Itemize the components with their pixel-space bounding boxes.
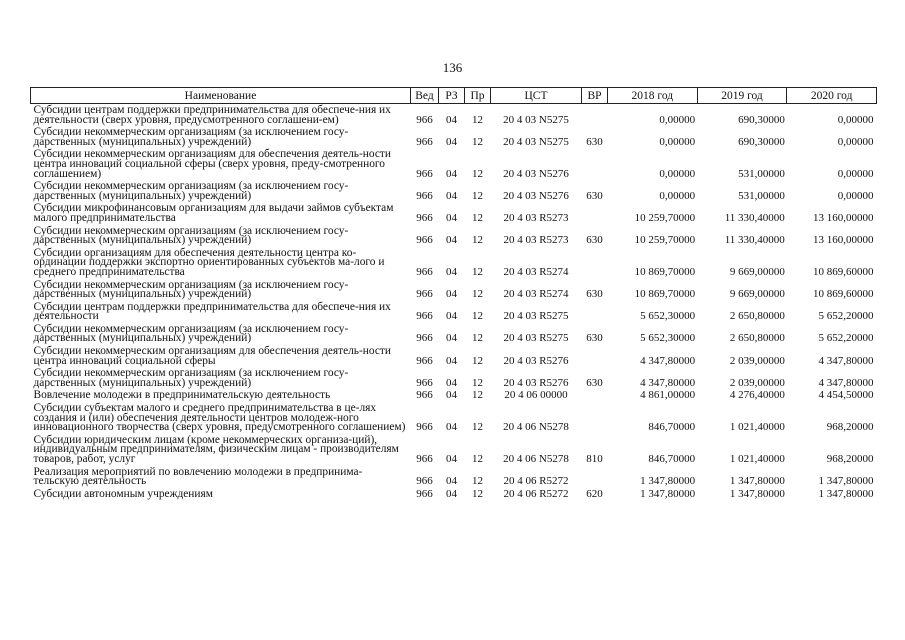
cell-name: Субсидии некоммерческим организациям для обеспечения деятель-ности центра инноваций социальной сферы (сверх уровня, преду-смотренного соглашением) bbox=[33, 148, 392, 180]
cell-pr: 12 bbox=[472, 189, 483, 202]
cell-2020: 0,00000 bbox=[837, 113, 874, 126]
cell-vr bbox=[582, 402, 608, 434]
cell-2019: 690,30000 bbox=[738, 135, 785, 148]
cell-rz: 04 bbox=[446, 167, 457, 180]
cell-vr: 630 bbox=[586, 288, 603, 301]
cell-rz: 04 bbox=[446, 376, 457, 389]
cell-rz: 04 bbox=[446, 354, 457, 367]
cell-ved: 966 bbox=[416, 376, 433, 389]
cell-2020: 5 652,20000 bbox=[818, 310, 874, 323]
cell-name: Вовлечение молодежи в предпринимательскую деятельность bbox=[33, 389, 331, 402]
cell-2019: 1 347,80000 bbox=[729, 487, 785, 500]
cell-2018: 4 347,80000 bbox=[640, 354, 696, 367]
cell-pr: 12 bbox=[472, 332, 483, 345]
cell-name: Субсидии некоммерческим организациям (за исключением госу-дарственных (муниципальных) учреждений) bbox=[33, 126, 349, 148]
cell-2020: 0,00000 bbox=[837, 167, 874, 180]
cell-cst: 20 4 06 N5278 bbox=[503, 421, 569, 434]
cell-name: Субсидии некоммерческим организациям (за исключением госу-дарственных (муниципальных) учреждений) bbox=[33, 278, 349, 301]
cell-name: Субсидии центрам поддержки предпринимательства для обеспече-ния их деятельности bbox=[33, 300, 391, 323]
cell-pr: 12 bbox=[472, 113, 483, 126]
table-row bbox=[31, 104, 877, 127]
cell-2019: 2 650,80000 bbox=[729, 332, 785, 345]
header-ved: Вед bbox=[411, 88, 439, 104]
cell-pr: 12 bbox=[472, 167, 483, 180]
cell-vr bbox=[582, 104, 608, 127]
cell-cst: 20 4 03 R5276 bbox=[503, 376, 569, 389]
cell-rz: 04 bbox=[446, 332, 457, 345]
cell-cst: 20 4 06 N5278 bbox=[503, 453, 569, 465]
cell-vr bbox=[582, 202, 608, 224]
cell-vr: 630 bbox=[586, 189, 603, 202]
cell-2019: 1 021,40000 bbox=[729, 453, 785, 465]
cell-cst: 20 4 06 00000 bbox=[504, 389, 568, 402]
cell-2018: 0,00000 bbox=[659, 135, 696, 148]
cell-pr: 12 bbox=[472, 354, 483, 367]
cell-ved: 966 bbox=[416, 288, 433, 301]
cell-rz: 04 bbox=[446, 113, 457, 126]
cell-ved: 966 bbox=[416, 113, 433, 126]
cell-2018: 10 259,70000 bbox=[634, 211, 696, 224]
cell-cst: 20 4 03 N5276 bbox=[503, 189, 569, 202]
cell-ved: 966 bbox=[416, 265, 433, 278]
cell-2019: 4 276,40000 bbox=[729, 389, 785, 402]
header-pr: Пр bbox=[465, 88, 491, 104]
cell-2018: 1 347,80000 bbox=[640, 475, 696, 488]
cell-name: Субсидии автономным учреждениям bbox=[33, 487, 213, 500]
cell-ved: 966 bbox=[416, 189, 433, 202]
header-2018: 2018 год bbox=[608, 88, 698, 104]
cell-2019: 11 330,40000 bbox=[724, 234, 785, 247]
table-row bbox=[31, 301, 877, 323]
cell-2018: 1 347,80000 bbox=[640, 487, 696, 500]
cell-vr: 810 bbox=[586, 453, 603, 465]
cell-2018: 4 347,80000 bbox=[640, 376, 696, 389]
table-row bbox=[31, 323, 877, 345]
cell-vr: 630 bbox=[586, 135, 603, 148]
header-2020: 2020 год bbox=[787, 88, 877, 104]
cell-rz: 04 bbox=[446, 135, 457, 148]
cell-ved: 966 bbox=[416, 167, 433, 180]
cell-cst: 20 4 06 R5272 bbox=[503, 475, 569, 488]
cell-pr: 12 bbox=[472, 376, 483, 389]
cell-2020: 4 454,50000 bbox=[818, 389, 874, 402]
cell-cst: 20 4 06 R5272 bbox=[503, 487, 569, 500]
table-row bbox=[31, 466, 877, 488]
cell-cst: 20 4 03 N5275 bbox=[503, 113, 569, 126]
cell-2020: 968,20000 bbox=[826, 421, 874, 434]
cell-vr: 630 bbox=[586, 376, 603, 389]
cell-2019: 531,00000 bbox=[738, 189, 785, 202]
table-row bbox=[31, 389, 877, 402]
table-row bbox=[31, 402, 877, 434]
cell-2019: 2 650,80000 bbox=[729, 310, 785, 323]
cell-2019: 11 330,40000 bbox=[724, 211, 785, 224]
budget-table bbox=[30, 87, 877, 500]
cell-name: Субсидии некоммерческим организациям (за исключением госу-дарственных (муниципальных) учреждений) bbox=[33, 367, 349, 389]
cell-vr bbox=[582, 247, 608, 279]
header-rz: РЗ bbox=[439, 88, 465, 104]
cell-2020: 4 347,80000 bbox=[818, 376, 874, 389]
table-body bbox=[31, 104, 877, 501]
cell-ved: 966 bbox=[416, 354, 433, 367]
cell-2019: 531,00000 bbox=[738, 167, 785, 180]
cell-name: Субсидии некоммерческим организациям (за исключением госу-дарственных (муниципальных) учреждений) bbox=[33, 224, 349, 247]
cell-cst: 20 4 03 R5276 bbox=[503, 354, 569, 367]
cell-rz: 04 bbox=[446, 487, 457, 500]
header-name: Наименование bbox=[31, 88, 411, 104]
cell-cst: 20 4 03 N5276 bbox=[503, 167, 569, 180]
cell-pr: 12 bbox=[472, 421, 483, 434]
cell-cst: 20 4 03 R5274 bbox=[503, 288, 569, 301]
cell-vr bbox=[582, 389, 608, 402]
table-row bbox=[31, 434, 877, 466]
header-vr: ВР bbox=[582, 88, 608, 104]
cell-name: Субсидии некоммерческим организациям для обеспечения деятель-ности центра инноваций социальной сферы bbox=[33, 345, 392, 367]
cell-name: Субсидии юридическим лицам (кроме некоммерческих организа-ций), индивидуальным предпринимателям, физическим лицам - производителям товаров, работ, услуг bbox=[33, 433, 399, 465]
cell-2018: 10 869,70000 bbox=[634, 288, 696, 301]
table-header-row bbox=[31, 88, 877, 104]
cell-pr: 12 bbox=[472, 389, 483, 402]
cell-2019: 2 039,00000 bbox=[729, 354, 785, 367]
cell-2020: 968,20000 bbox=[826, 453, 874, 465]
cell-cst: 20 4 03 R5275 bbox=[503, 332, 569, 345]
cell-ved: 966 bbox=[416, 475, 433, 488]
cell-name: Субсидии центрам поддержки предпринимательства для обеспече-ния их деятельности (сверх уровня, предусмотренного соглашени-ем) bbox=[33, 104, 391, 126]
cell-2018: 4 861,00000 bbox=[640, 389, 696, 402]
cell-2018: 846,70000 bbox=[648, 421, 696, 434]
cell-2020: 0,00000 bbox=[837, 135, 874, 148]
cell-cst: 20 4 03 N5275 bbox=[503, 135, 569, 148]
cell-2020: 13 160,00000 bbox=[812, 234, 874, 247]
cell-2020: 10 869,60000 bbox=[812, 288, 874, 301]
cell-vr: 620 bbox=[586, 487, 603, 500]
cell-cst: 20 4 03 R5273 bbox=[503, 234, 569, 247]
cell-ved: 966 bbox=[416, 421, 433, 434]
cell-ved: 966 bbox=[416, 389, 433, 402]
cell-cst: 20 4 03 R5275 bbox=[503, 310, 569, 323]
cell-pr: 12 bbox=[472, 453, 483, 465]
table-row bbox=[31, 247, 877, 279]
cell-vr bbox=[582, 301, 608, 323]
cell-2019: 1 347,80000 bbox=[729, 475, 785, 488]
header-2019: 2019 год bbox=[697, 88, 787, 104]
cell-2019: 9 669,00000 bbox=[729, 265, 785, 278]
cell-2020: 10 869,60000 bbox=[812, 265, 874, 278]
cell-name: Субсидии микрофинансовым организациям для выдачи займов субъектам малого предпринимательства bbox=[33, 202, 394, 224]
cell-pr: 12 bbox=[472, 234, 483, 247]
cell-pr: 12 bbox=[472, 265, 483, 278]
table-row bbox=[31, 279, 877, 301]
cell-2020: 1 347,80000 bbox=[818, 487, 874, 500]
cell-pr: 12 bbox=[472, 310, 483, 323]
cell-rz: 04 bbox=[446, 475, 457, 488]
cell-ved: 966 bbox=[416, 487, 433, 500]
cell-ved: 966 bbox=[416, 332, 433, 345]
cell-2018: 0,00000 bbox=[659, 167, 696, 180]
cell-2018: 10 259,70000 bbox=[634, 234, 696, 247]
cell-2018: 5 652,30000 bbox=[640, 332, 696, 345]
cell-pr: 12 bbox=[472, 135, 483, 148]
cell-2019: 690,30000 bbox=[738, 113, 785, 126]
cell-pr: 12 bbox=[472, 475, 483, 488]
cell-rz: 04 bbox=[446, 389, 457, 402]
table-row bbox=[31, 202, 877, 224]
cell-2020: 13 160,00000 bbox=[812, 211, 874, 224]
cell-pr: 12 bbox=[472, 288, 483, 301]
cell-2018: 5 652,30000 bbox=[640, 310, 696, 323]
cell-name: Субсидии некоммерческим организациям (за исключением госу-дарственных (муниципальных) учреждений) bbox=[33, 322, 349, 345]
cell-ved: 966 bbox=[416, 211, 433, 224]
cell-vr: 630 bbox=[586, 234, 603, 247]
table-row bbox=[31, 180, 877, 202]
cell-vr bbox=[582, 466, 608, 488]
table-row bbox=[31, 367, 877, 389]
cell-2020: 0,00000 bbox=[837, 189, 874, 202]
cell-cst: 20 4 03 R5273 bbox=[503, 211, 569, 224]
cell-name: Субсидии субъектам малого и среднего предпринимательства в це-лях создания и (или) обеспечения деятельности центров молодеж-ного инновационного творчества (сверх уровня, предусмотренного соглашением) bbox=[33, 402, 406, 434]
table-row bbox=[31, 148, 877, 180]
cell-vr bbox=[582, 345, 608, 367]
cell-2020: 1 347,80000 bbox=[818, 475, 874, 488]
cell-ved: 966 bbox=[416, 234, 433, 247]
cell-pr: 12 bbox=[472, 487, 483, 500]
cell-vr bbox=[582, 148, 608, 180]
cell-2018: 0,00000 bbox=[659, 189, 696, 202]
cell-2018: 0,00000 bbox=[659, 113, 696, 126]
cell-rz: 04 bbox=[446, 310, 457, 323]
cell-ved: 966 bbox=[416, 310, 433, 323]
cell-cst: 20 4 03 R5274 bbox=[503, 265, 569, 278]
cell-2019: 2 039,00000 bbox=[729, 376, 785, 389]
cell-2020: 4 347,80000 bbox=[818, 354, 874, 367]
cell-vr: 630 bbox=[586, 332, 603, 345]
cell-2020: 5 652,20000 bbox=[818, 332, 874, 345]
cell-2018: 846,70000 bbox=[648, 453, 696, 465]
cell-rz: 04 bbox=[446, 421, 457, 434]
header-cst: ЦСТ bbox=[491, 88, 582, 104]
cell-rz: 04 bbox=[446, 189, 457, 202]
cell-pr: 12 bbox=[472, 211, 483, 224]
cell-ved: 966 bbox=[416, 135, 433, 148]
cell-rz: 04 bbox=[446, 265, 457, 278]
cell-2019: 1 021,40000 bbox=[729, 421, 785, 434]
cell-rz: 04 bbox=[446, 288, 457, 301]
cell-name: Субсидии некоммерческим организациям (за исключением госу-дарственных (муниципальных) учреждений) bbox=[33, 180, 349, 202]
cell-name: Субсидии организациям для обеспечения деятельности центра ко-ординации поддержки экспортно ориентированных субъектов ма-лого и среднего предпринимательства bbox=[33, 246, 385, 278]
page-number: 136 bbox=[442, 60, 463, 75]
table-row bbox=[31, 126, 877, 148]
cell-rz: 04 bbox=[446, 211, 457, 224]
cell-ved: 966 bbox=[416, 453, 433, 465]
cell-rz: 04 bbox=[446, 234, 457, 247]
table-row bbox=[31, 225, 877, 247]
table-row bbox=[31, 345, 877, 367]
cell-rz: 04 bbox=[446, 453, 457, 465]
cell-2018: 10 869,70000 bbox=[634, 265, 696, 278]
cell-2019: 9 669,00000 bbox=[729, 288, 785, 301]
table-row bbox=[31, 488, 877, 501]
cell-name: Реализация мероприятий по вовлечению молодежи в предпринима-тельскую деятельность bbox=[33, 465, 363, 488]
